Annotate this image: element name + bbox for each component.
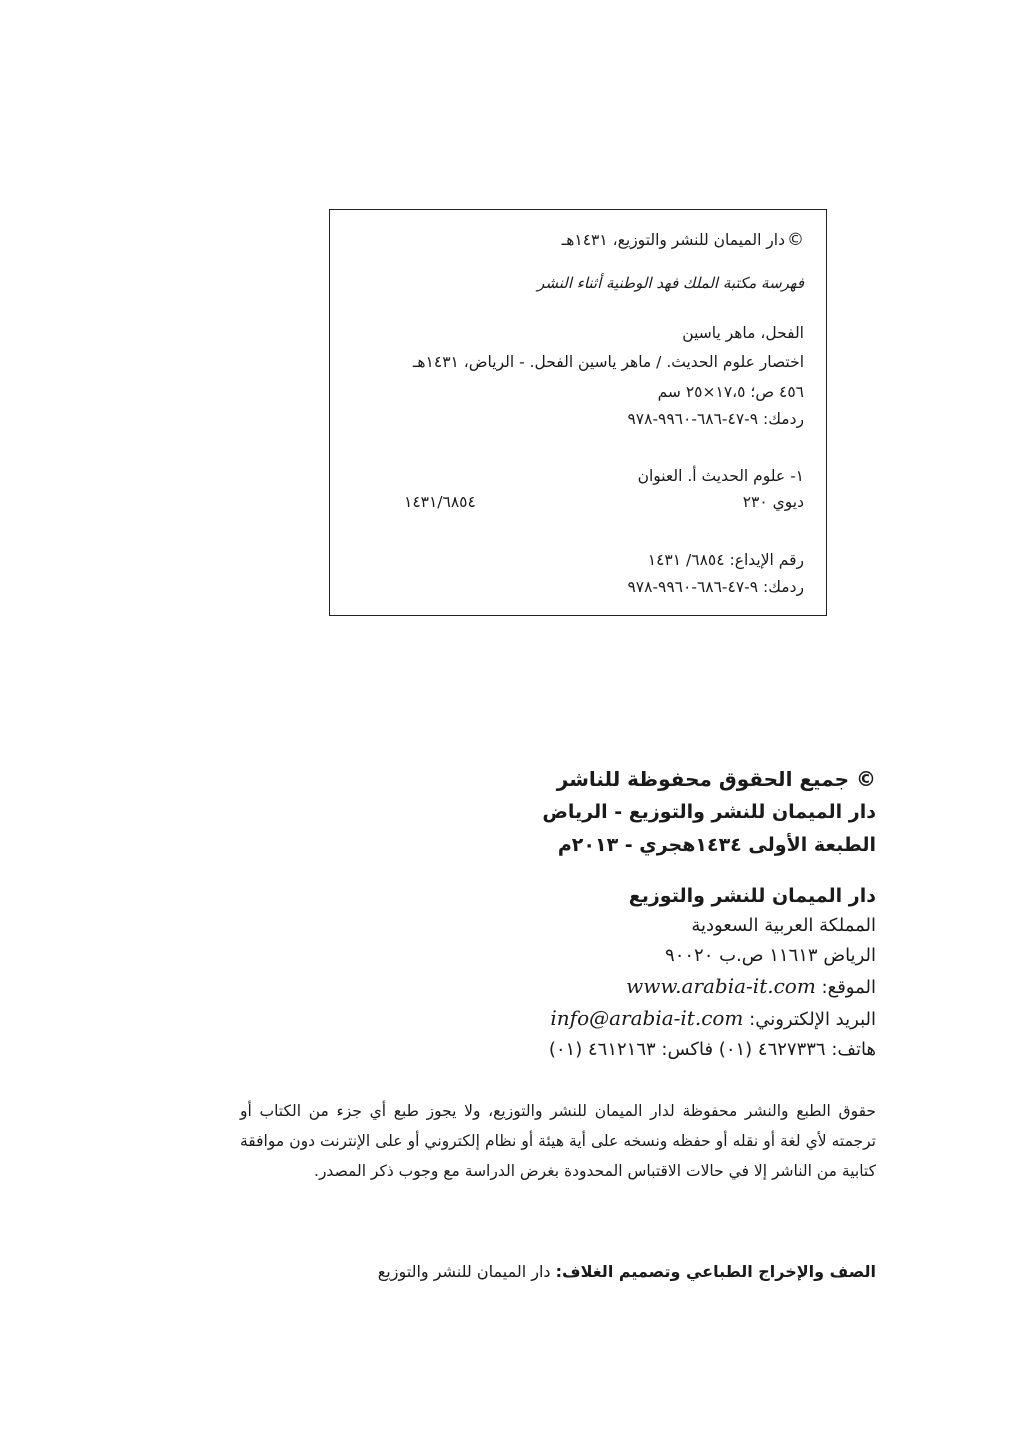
catalog-deposit-number: رقم الإيداع: ٦٨٥٤/ ١٤٣١	[647, 551, 804, 569]
website-label: الموقع:	[821, 977, 876, 998]
address-postal: الرياض ١١٦١٣ ص.ب ٩٠٠٢٠	[665, 945, 876, 966]
catalog-dewey-row	[404, 493, 804, 511]
catalog-dewey: ديوي ٢٣٠	[742, 493, 804, 511]
address-website-row	[549, 971, 876, 1003]
rights-reserved-heading: © جميع الحقوق محفوظة للناشر	[556, 767, 876, 791]
website-link[interactable]: www.arabia-it.com	[626, 974, 816, 998]
catalog-dewey-number: ١٤٣١/٦٨٥٤	[404, 493, 476, 511]
catalog-author: الفحل، ماهر ياسين	[682, 324, 804, 342]
publisher-block	[542, 763, 876, 862]
credits-label: الصف والإخراج الطباعي وتصميم الغلاف:	[555, 1262, 876, 1281]
publisher-city: دار الميمان للنشر والتوزيع - الرياض	[542, 801, 876, 823]
catalog-title: فهرسة مكتبة الملك فهد الوطنية أثناء النشر	[537, 274, 804, 292]
catalog-publisher-text: دار الميمان للنشر والتوزيع، ١٤٣١هـ	[561, 231, 785, 249]
catalog-box	[329, 209, 827, 616]
email-label: البريد الإلكتروني:	[749, 1009, 876, 1030]
address-phone-fax: هاتف: ٤٦٢٧٣٣٦ (٠١) فاكس: ٤٦١٢١٦٣ (٠١)	[548, 1039, 876, 1060]
catalog-publisher-line	[562, 230, 804, 250]
catalog-subject: ١- علوم الحديث أ. العنوان	[637, 467, 804, 485]
address-block	[549, 881, 876, 1065]
edition-line: الطبعة الأولى ١٤٣٤هجري - ٢٠١٣م	[557, 834, 876, 856]
address-country: المملكة العربية السعودية	[691, 915, 876, 936]
address-publisher-name: دار الميمان للنشر والتوزيع	[628, 885, 876, 907]
copyright-icon: ©	[787, 230, 804, 250]
email-link[interactable]: info@arabia-it.com	[550, 1006, 744, 1030]
address-email-row	[549, 1003, 876, 1035]
catalog-physical-description: ٤٥٦ ص؛ ١٧،٥×٢٥ سم	[657, 383, 804, 401]
credits-line	[378, 1262, 876, 1281]
credits-value: دار الميمان للنشر والتوزيع	[377, 1262, 551, 1281]
catalog-isbn: ردمك: ٩-٤٧-٦٨٦-٩٩٦٠-٩٧٨	[627, 410, 804, 428]
catalog-isbn-2: ردمك: ٩-٤٧-٦٨٦-٩٩٦٠-٩٧٨	[627, 578, 804, 596]
rights-paragraph: حقوق الطبع والنشر محفوظة لدار الميمان للنشر والتوزيع، ولا يجوز طبع أي جزء من الكتاب أو ترجمته لأي لغة أو نقله أو حفظه ونسخه على أية هيئة أو نظام إلكتروني أو على الإنترنت دون موافقة كتابية من الناشر إلا في حالات الاقتباس المحدودة بغرض الدراسة مع وجوب ذكر المصدر.	[240, 1102, 876, 1180]
catalog-book-title: اختصار علوم الحديث. / ماهر ياسين الفحل. - الرياض، ١٤٣١هـ	[412, 353, 804, 371]
